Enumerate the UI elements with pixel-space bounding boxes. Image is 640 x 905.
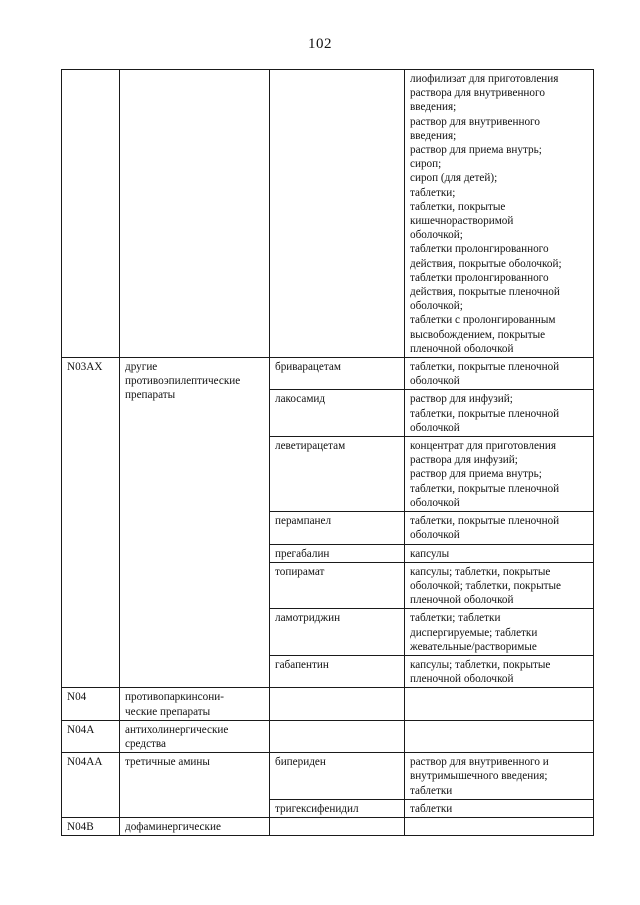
dosage-form-line: сироп;	[410, 158, 442, 171]
dosage-form-line: высвобождением, покрытые	[410, 328, 546, 341]
group-cell	[120, 358, 270, 688]
drug-name: леветирацетам	[275, 440, 346, 453]
dosage-form-line: лиофилизат для приготовления	[410, 73, 559, 85]
table-row	[62, 753, 594, 800]
group-cell	[120, 688, 270, 720]
drug-name-cell	[270, 720, 405, 752]
atc-code: N04AA	[67, 756, 103, 769]
drug-name: лакосамид	[275, 393, 326, 406]
dosage-form-line: концентрат для приготовления	[410, 440, 557, 453]
drug-name: бипериден	[275, 756, 326, 769]
dosage-form-cell	[405, 437, 594, 512]
dosage-form-line: таблетки, покрытые	[410, 200, 506, 213]
group-name-line: антихолинергические	[125, 723, 229, 736]
atc-code-cell	[62, 688, 120, 720]
page-number: 102	[308, 36, 332, 52]
dosage-form-line: капсулы; таблетки, покрытые	[410, 565, 551, 578]
dosage-form-line: оболочкой	[410, 375, 460, 388]
drug-name: бриварацетам	[275, 361, 341, 374]
dosage-form-line: оболочкой;	[410, 229, 463, 242]
dosage-form-line: введения;	[410, 101, 457, 114]
table-row	[62, 720, 594, 752]
drug-name-cell	[270, 544, 405, 562]
group-name-line: противоэпилептические	[125, 375, 241, 388]
dosage-form-line: оболочкой	[410, 421, 460, 434]
group-cell	[120, 70, 270, 358]
dosage-form-cell	[405, 512, 594, 544]
dosage-form-line: жевательные/растворимые	[410, 640, 537, 653]
dosage-form-line: оболочкой	[410, 496, 460, 509]
dosage-form-cell	[405, 655, 594, 687]
dosage-form-cell	[405, 390, 594, 437]
atc-code: N04B	[67, 820, 94, 833]
drug-name-cell	[270, 817, 405, 835]
drug-list-table	[61, 69, 594, 836]
dosage-form-line: таблетки пролонгированного	[410, 243, 549, 256]
dosage-form-line: действия, покрытые пленочной	[410, 286, 560, 299]
dosage-form-line: таблетки;	[410, 186, 456, 199]
drug-name-cell	[270, 609, 405, 656]
drug-name-cell	[270, 70, 405, 358]
atc-code-cell	[62, 720, 120, 752]
group-name-line: средства	[125, 737, 167, 750]
drug-name: топирамат	[275, 565, 325, 578]
table-row	[62, 817, 594, 835]
dosage-form-cell	[405, 70, 594, 358]
dosage-form-cell	[405, 799, 594, 817]
dosage-form-line: раствор для инфузий;	[410, 393, 513, 406]
dosage-form-line: таблетки, покрытые пленочной	[410, 361, 560, 374]
group-name-line: противопаркинсони-	[125, 691, 224, 704]
group-name-line: препараты	[125, 389, 176, 402]
dosage-form-line: раствор для внутривенного	[410, 115, 540, 128]
dosage-form-cell	[405, 358, 594, 390]
dosage-form-line: внутримышечного введения;	[410, 770, 548, 783]
dosage-form-line: диспергируемые; таблетки	[410, 626, 538, 639]
atc-code-cell	[62, 358, 120, 688]
dosage-form-line: таблетки, покрытые пленочной	[410, 515, 560, 528]
dosage-form-cell	[405, 688, 594, 720]
group-name-line: другие	[125, 361, 158, 374]
drug-name-cell	[270, 358, 405, 390]
dosage-form-line: таблетки, покрытые пленочной	[410, 407, 560, 420]
group-name-line: дофаминергические	[125, 820, 221, 833]
atc-code-cell	[62, 817, 120, 835]
dosage-form-cell	[405, 544, 594, 562]
table-row	[62, 688, 594, 720]
drug-name: ламотриджин	[275, 612, 341, 625]
dosage-form-line: таблетки, покрытые пленочной	[410, 482, 560, 495]
dosage-form-line: капсулы	[410, 547, 450, 560]
dosage-form-cell	[405, 609, 594, 656]
dosage-form-line: раствор для внутривенного и	[410, 756, 549, 769]
drug-name-cell	[270, 688, 405, 720]
drug-name-cell	[270, 437, 405, 512]
dosage-form-line: таблетки с пролонгированным	[410, 314, 556, 327]
dosage-form-cell	[405, 562, 594, 609]
drug-name-cell	[270, 562, 405, 609]
dosage-form-line: кишечнорастворимой	[410, 215, 514, 228]
dosage-form-line: оболочкой;	[410, 300, 463, 313]
dosage-form-line: таблетки пролонгированного	[410, 271, 549, 284]
dosage-form-cell	[405, 720, 594, 752]
dosage-form-line: раствор для приема внутрь;	[410, 144, 542, 157]
dosage-form-cell	[405, 753, 594, 800]
dosage-form-line: таблетки	[410, 802, 453, 815]
dosage-form-line: раствор для приема внутрь;	[410, 468, 542, 481]
dosage-form-line: введения;	[410, 129, 457, 142]
drug-name: габапентин	[275, 658, 329, 671]
dosage-form-line: раствора для внутривенного	[410, 87, 545, 100]
atc-code-cell	[62, 753, 120, 818]
group-name-line: третичные амины	[125, 756, 210, 769]
dosage-form-line: действия, покрытые оболочкой;	[410, 257, 562, 270]
table-row	[62, 358, 594, 390]
dosage-form-line: таблетки; таблетки	[410, 612, 501, 625]
dosage-form-line: пленочной оболочкой	[410, 342, 514, 355]
dosage-form-line: оболочкой	[410, 529, 460, 542]
atc-code: N04	[67, 691, 87, 704]
drug-name-cell	[270, 799, 405, 817]
group-cell	[120, 720, 270, 752]
drug-name-cell	[270, 753, 405, 800]
dosage-form-line: пленочной оболочкой	[410, 673, 514, 686]
drug-name: прегабалин	[275, 547, 330, 560]
drug-name-cell	[270, 512, 405, 544]
dosage-form-line: таблетки	[410, 784, 453, 797]
dosage-form-line: пленочной оболочкой	[410, 594, 514, 607]
atc-code: N04A	[67, 723, 95, 736]
drug-name: перампанел	[275, 515, 332, 528]
atc-code: N03AX	[67, 361, 103, 374]
dosage-form-line: капсулы; таблетки, покрытые	[410, 658, 551, 671]
dosage-form-line: сироп (для детей);	[410, 172, 498, 185]
drug-name-cell	[270, 655, 405, 687]
dosage-form-line: оболочкой; таблетки, покрытые	[410, 579, 561, 592]
table-row	[62, 70, 594, 358]
drug-name: тригексифенидил	[275, 802, 359, 815]
group-cell	[120, 817, 270, 835]
dosage-form-line: раствора для инфузий;	[410, 454, 518, 467]
dosage-form-cell	[405, 817, 594, 835]
atc-code-cell	[62, 70, 120, 358]
group-name-line: ческие препараты	[125, 705, 211, 718]
group-cell	[120, 753, 270, 818]
drug-name-cell	[270, 390, 405, 437]
